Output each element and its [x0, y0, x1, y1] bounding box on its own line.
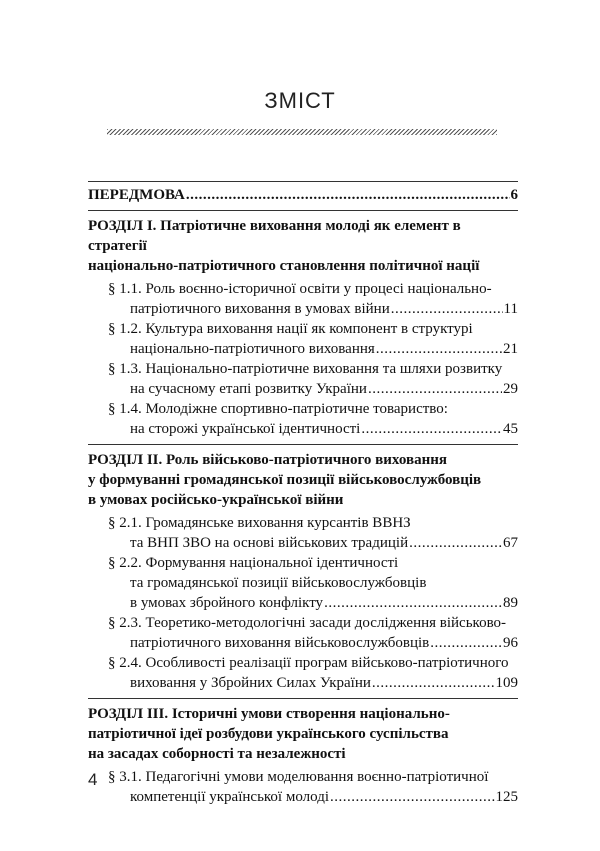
toc-entry-page: 6: [510, 187, 518, 203]
page-title: ЗМІСТ: [264, 88, 336, 113]
toc-entry-page: 29: [503, 381, 518, 397]
toc-subsection[interactable]: [88, 359, 518, 399]
toc-subsection[interactable]: [88, 553, 518, 613]
toc-section-title-line: на засадах соборності та незалежності: [88, 746, 346, 762]
toc-section-title-line: РОЗДІЛ ІІ. Роль військово-патріотичного виховання: [88, 452, 447, 468]
toc-section-title[interactable]: [88, 704, 518, 764]
toc-subsection-last-line: [88, 533, 518, 553]
toc-subsection-line: та ВНП ЗВО на основі військових традицій: [130, 535, 409, 551]
dot-leader: [324, 593, 502, 613]
toc-subsection[interactable]: [88, 513, 518, 553]
toc-subsection-last-line: [88, 419, 518, 439]
dot-leader: [368, 379, 502, 399]
toc-subsection-last-line: [88, 379, 518, 399]
toc-subsection-line: § 1.4. Молодіжне спортивно-патріотичне товариство:: [108, 401, 448, 417]
toc-subsection[interactable]: [88, 653, 518, 693]
toc-entry-page: 89: [503, 595, 518, 611]
toc-section-title-line: РОЗДІЛ ІІІ. Історичні умови створення національно-: [88, 706, 450, 722]
toc-subsection-last-line: [88, 593, 518, 613]
toc-subsection-last-line: [88, 339, 518, 359]
toc-section-title-line: у формуванні громадянської позиції військовослужбовців: [88, 472, 482, 488]
toc-subsection-line: виховання у Збройних Силах України: [130, 675, 371, 691]
page-number: 4: [88, 770, 98, 789]
toc-entry-page: 125: [495, 789, 518, 805]
toc-subsection-line: компетенції української молоді: [130, 789, 329, 805]
toc-section-title-line: національно-патріотичного становлення політичної нації: [88, 258, 480, 274]
toc-section-title-line: РОЗДІЛ І. Патріотичне виховання молоді як елемент в стратегії: [88, 218, 461, 254]
toc-entry-page: 109: [495, 675, 518, 691]
toc-subsection-last-line: [88, 299, 518, 319]
toc-entry-page: 21: [503, 341, 518, 357]
toc-subsection[interactable]: [88, 613, 518, 653]
dot-leader: [391, 299, 503, 319]
toc-section-title[interactable]: [88, 216, 518, 276]
table-of-contents: [88, 181, 518, 812]
toc-section-title[interactable]: [88, 450, 518, 510]
toc-entry-preface[interactable]: [88, 185, 518, 205]
toc-subsection-line: національно-патріотичного виховання: [130, 341, 375, 357]
toc-section: [88, 445, 518, 698]
toc-section-title-line: патріотичної ідеї розбудови українського суспільства: [88, 726, 449, 742]
toc-subsection-line: § 1.1. Роль воєнно-історичної освіти у процесі національно-: [108, 281, 492, 297]
toc-subsection-line: § 2.2. Формування національної ідентичності: [108, 555, 399, 571]
toc-subsection[interactable]: [88, 399, 518, 439]
toc-subsection-line: патріотичного виховання в умовах війни: [130, 301, 390, 317]
toc-subsection-line: § 3.1. Педагогічні умови моделювання воєнно-патріотичної: [108, 769, 489, 785]
toc-subsection-last-line: [88, 787, 518, 807]
toc-subsection-last-line: [88, 673, 518, 693]
dot-leader: [361, 419, 502, 439]
toc-subsection[interactable]: [88, 767, 518, 807]
toc-entry-label: ПЕРЕДМОВА: [88, 187, 185, 203]
toc-entry-page: 11: [503, 301, 518, 317]
dot-leader: [430, 633, 502, 653]
toc-subsection-line: § 2.3. Теоретико-методологічні засади дослідження військово-: [108, 615, 507, 631]
toc-subsection[interactable]: [88, 279, 518, 319]
dot-leader: [330, 787, 495, 807]
toc-subsection-line: та громадянської позиції військовослужбовців: [130, 575, 427, 591]
toc-section-title-line: в умовах російсько-української війни: [88, 492, 344, 508]
toc-subsection-line: на сторожі української ідентичності: [130, 421, 361, 437]
dot-leader: [409, 533, 502, 553]
toc-subsection-line: на сучасному етапі розвитку України: [130, 381, 367, 397]
toc-section: [88, 211, 518, 444]
title-decorative-rule: [107, 129, 497, 135]
dot-leader: [186, 185, 510, 205]
toc-subsection[interactable]: [88, 319, 518, 359]
toc-entry-page: 96: [503, 635, 518, 651]
dot-leader: [372, 673, 495, 693]
toc-subsection-line: § 2.4. Особливості реалізації програм військово-патріотичного: [108, 655, 509, 671]
toc-subsection-line: § 1.2. Культура виховання нації як компонент в структурі: [108, 321, 473, 337]
toc-entry-page: 45: [503, 421, 518, 437]
toc-entry-page: 67: [503, 535, 518, 551]
toc-subsection-line: § 1.3. Національно-патріотичне виховання та шляхи розвитку: [108, 361, 503, 377]
toc-subsection-line: в умовах збройного конфлікту: [130, 595, 324, 611]
dot-leader: [376, 339, 502, 359]
toc-subsection-line: патріотичного виховання військовослужбовців: [130, 635, 430, 651]
toc-subsection-last-line: [88, 633, 518, 653]
toc-subsection-line: § 2.1. Громадянське виховання курсантів ВВНЗ: [108, 515, 411, 531]
toc-section: [88, 699, 518, 812]
